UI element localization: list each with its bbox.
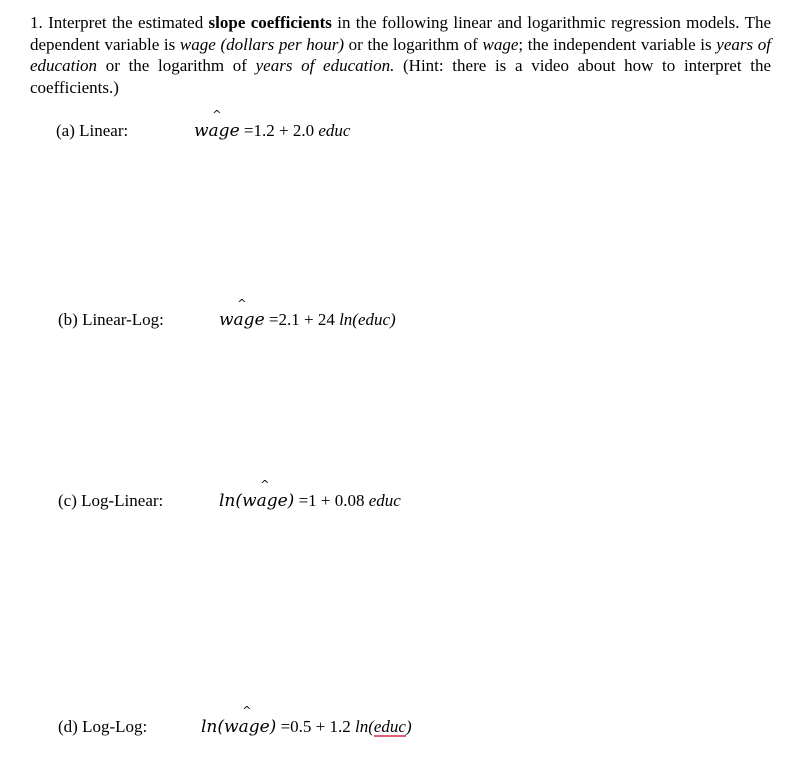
equation-rhs: =2.1 + 24	[264, 310, 340, 329]
hat-mark: ^	[260, 478, 270, 491]
emphasis-slope-coefficients: slope coefficients	[208, 13, 332, 32]
question-fragment: ; the independent variable is	[518, 34, 717, 54]
dependent-variable: wage	[242, 491, 288, 511]
part-b-equation	[219, 297, 396, 330]
equation-rhs: =0.5 + 1.2	[276, 717, 355, 736]
regressor: ln(educ)	[339, 310, 396, 329]
question-fragment: or the logarithm of	[344, 34, 483, 54]
regressor-suffix: )	[405, 717, 412, 736]
part-d-label: (d) Log-Log:	[58, 717, 148, 736]
dependent-variable: wage	[194, 121, 240, 141]
equation-rhs: =1.2 + 2.0	[239, 121, 319, 140]
question-italic: years of education	[30, 34, 771, 76]
wage-hat	[194, 108, 240, 141]
hat-mark: ^	[237, 297, 247, 310]
part-a-label: (a) Linear:	[56, 121, 129, 140]
question-text	[30, 12, 771, 98]
equation-prefix: ln(	[219, 491, 243, 511]
part-c-label: (c) Log-Linear:	[58, 491, 164, 510]
part-a-equation	[194, 108, 351, 141]
question-fragment: (Hint: there is a video about how to interpret the coefficients.)	[30, 56, 771, 97]
question-italic: years of education.	[255, 56, 395, 76]
wage-hat	[242, 478, 288, 511]
hat-mark: ^	[242, 704, 252, 717]
question-number: 1.	[30, 13, 43, 32]
equation-prefix: ln(	[201, 717, 225, 737]
equation-rhs: =1 + 0.08	[294, 491, 369, 510]
dependent-variable: wage	[219, 310, 265, 330]
wage-hat	[219, 297, 265, 330]
part-b-label: (b) Linear-Log:	[58, 310, 164, 329]
regressor: educ	[373, 717, 406, 736]
question-fragment: or the logarithm of	[97, 56, 256, 76]
part-d-equation	[201, 704, 412, 737]
question-italic: wage	[482, 34, 519, 54]
part-c-equation	[219, 478, 401, 511]
question-italic: wage (dollars per hour)	[179, 34, 345, 54]
hat-mark: ^	[212, 108, 222, 121]
question-fragment: Interpret the estimated	[42, 13, 209, 32]
regressor-prefix: ln(	[355, 717, 374, 736]
question-fragment: in the following linear and logarithmic regression models. The dependent variable is	[30, 13, 771, 54]
regressor: educ	[368, 491, 401, 510]
wage-hat	[224, 704, 270, 737]
equation-suffix: )	[287, 491, 295, 511]
dependent-variable: wage	[224, 717, 270, 737]
equation-suffix: )	[269, 717, 277, 737]
regressor: educ	[318, 121, 351, 140]
